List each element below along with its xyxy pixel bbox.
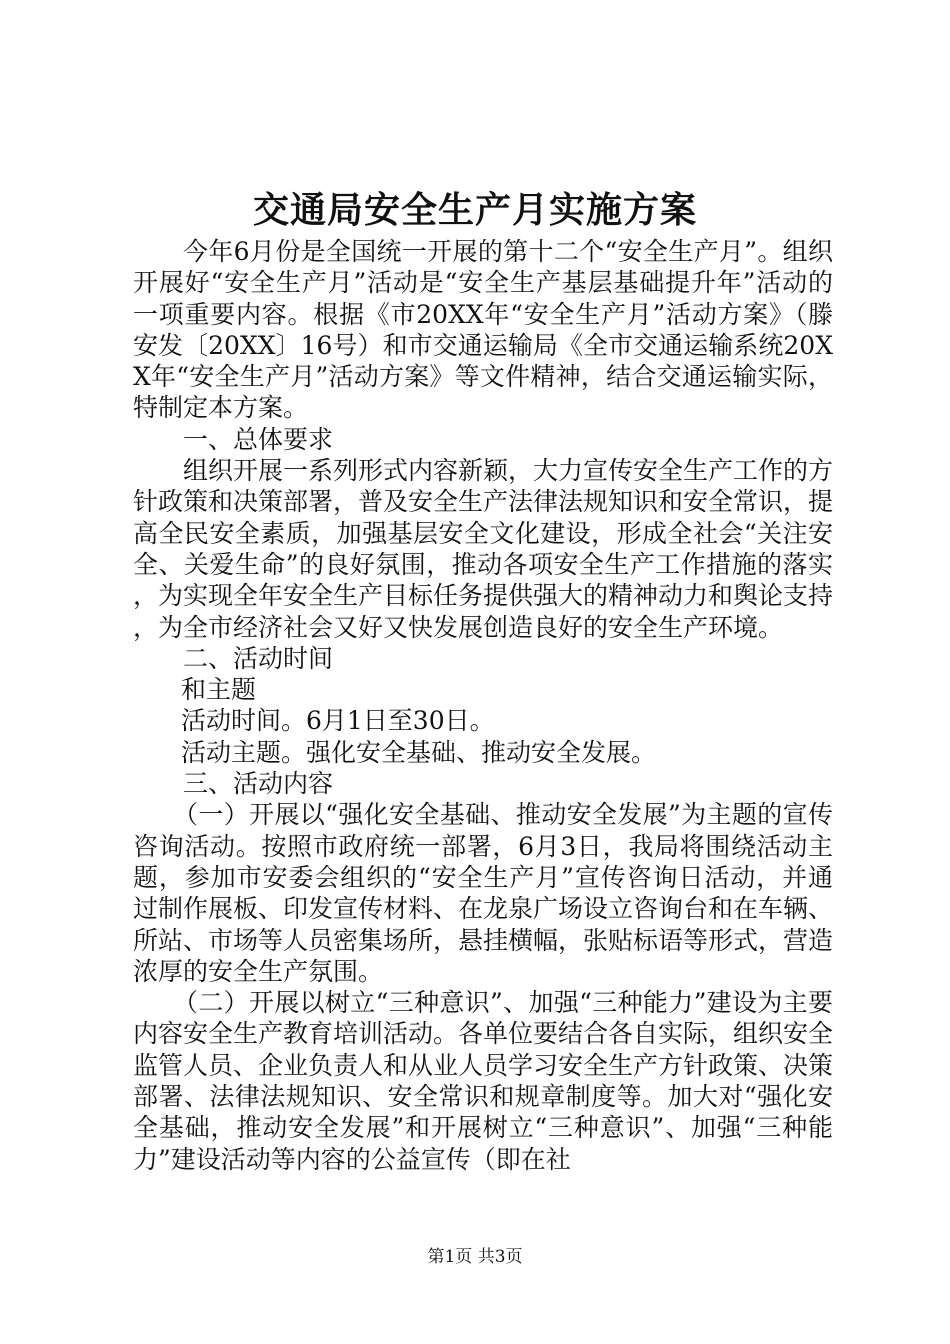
paragraph-intro: 今年6月份是全国统一开展的第十二个“安全生产月”。组织开展好“安全生产月”活动是“安全生产基层基础提升年”活动的一项重要内容。根据《市20XX年“安全生产月”活动方案》（滕安发〔20XX〕16号）和市交通运输局《全市交通运输系统20XX年“安全生产月”活动方案》等文件精神，结合交通运输实际，特制定本方案。	[133, 237, 833, 423]
document-body	[133, 236, 833, 1175]
paragraph-activity-item-2: （二）开展以树立“三种意识”、加强“三种能力”建设为主要内容安全生产教育培训活动。各单位要结合各自实际，组织安全监管人员、企业负责人和从业人员学习安全生产方针政策、决策部署、法律法规知识、安全常识和规章制度等。加大对“强化安全基础，推动安全发展”和开展树立“三种意识”、加强“三种能力”建设活动等内容的公益宣传（即在社	[133, 988, 834, 1174]
page-footer: 第1页 共3页	[427, 1247, 523, 1267]
paragraph-activity-time: 活动时间。6月1日至30日。	[181, 706, 495, 736]
paragraph-activity-theme: 活动主题。强化安全基础、推动安全发展。	[181, 737, 657, 767]
section-heading-theme-continuation: 和主题	[181, 675, 257, 705]
document-title: 交通局安全生产月实施方案	[252, 189, 697, 231]
paragraph-general-requirements: 组织开展一系列形式内容新颖，大力宣传安全生产工作的方针政策和决策部署，普及安全生产法律法规知识和安全常识，提高全民安全素质，加强基层安全文化建设，形成全社会“关注安全、关爱生命”的良好氛围，推动各项安全生产工作措施的落实，为实现全年安全生产目标任务提供强大的精神动力和舆论支持，为全市经济社会又好又快发展创造良好的安全生产环境。	[133, 456, 834, 642]
section-heading-general-requirements: 一、总体要求	[183, 424, 334, 454]
section-heading-activity-time: 二、活动时间	[183, 643, 334, 673]
section-heading-activity-content: 三、活动内容	[183, 769, 334, 799]
paragraph-activity-item-1: （一）开展以“强化安全基础、推动安全发展”为主题的宣传咨询活动。按照市政府统一部署，6月3日，我局将围绕活动主题，参加市安委会组织的“安全生产月”宣传咨询日活动，并通过制作展板、印发宣传材料、在龙泉广场设立咨询台和在车辆、所站、市场等人员密集场所，悬挂横幅，张贴标语等形式，营造浓厚的安全生产氛围。	[133, 800, 834, 986]
